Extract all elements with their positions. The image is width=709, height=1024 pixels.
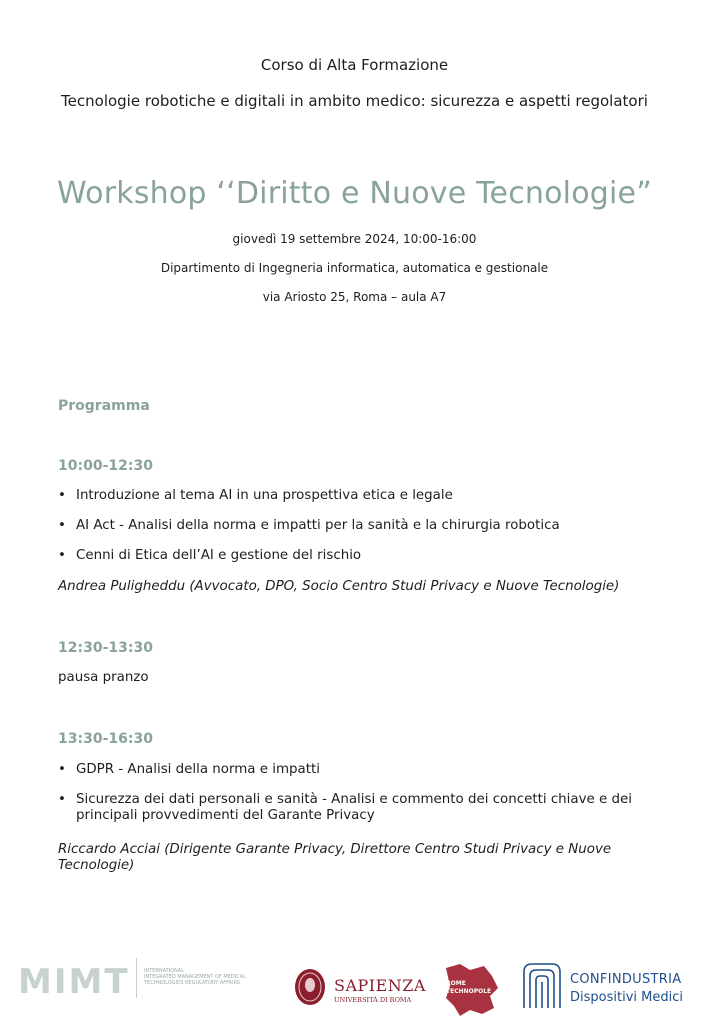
confindustria-logo bbox=[520, 960, 698, 1012]
session3-speaker: Riccardo Acciai (Dirigente Garante Privacy, Direttore Centro Studi Privacy e Nuove Tecnologie) bbox=[58, 842, 612, 873]
mimt-line3: TECHNOLOGIES REGULATORY AFFAIRS bbox=[144, 980, 241, 986]
sapienza-logo bbox=[294, 964, 424, 1010]
session1-time: 10:00-12:30 bbox=[58, 458, 153, 474]
session2-time: 12:30-13:30 bbox=[58, 640, 153, 656]
confindustria-subtitle: Dispositivi Medici bbox=[570, 990, 683, 1005]
list-item: • Sicurezza dei dati personali e sanità - Analisi e commento dei concetti chiave e dei principali provvedimenti del Garante Privacy bbox=[58, 792, 668, 824]
session1-list bbox=[58, 488, 688, 564]
list-item: • Cenni di Etica dell’AI e gestione del rischio bbox=[58, 548, 688, 564]
sapienza-name: SAPIENZA bbox=[334, 976, 426, 995]
confindustria-name: CONFINDUSTRIA bbox=[570, 972, 682, 987]
technopole-label: TECHNOPOLE bbox=[446, 988, 492, 995]
workshop-date: giovedì 19 settembre 2024, 10:00-16:00 bbox=[232, 232, 477, 246]
list-item: • AI Act - Analisi della norma e impatti per la sanità e la chirurgia robotica bbox=[58, 518, 688, 534]
rome-technopole-logo bbox=[440, 962, 502, 1018]
course-label: Corso di Alta Formazione bbox=[260, 56, 449, 74]
sapienza-subtitle: UNIVERSITÀ DI ROMA bbox=[334, 996, 412, 1004]
session1-speaker: Andrea Puligheddu (Avvocato, DPO, Socio Centro Studi Privacy e Nuove Tecnologie) bbox=[58, 579, 620, 594]
logo-divider bbox=[136, 958, 137, 998]
mimt-line2: INTEGRATED MANAGEMENT OF MEDICAL bbox=[144, 974, 246, 980]
rome-label: ROME bbox=[446, 980, 466, 987]
workshop-address: via Ariosto 25, Roma – aula A7 bbox=[262, 290, 447, 304]
program-heading: Programma bbox=[58, 398, 150, 414]
list-item: • GDPR - Analisi della norma e impatti bbox=[58, 762, 668, 778]
mimt-line1: INTERNATIONAL bbox=[144, 968, 185, 974]
session2-text: pausa pranzo bbox=[58, 670, 149, 685]
mimt-mark: MIMT bbox=[18, 962, 130, 1002]
confindustria-emblem-icon bbox=[520, 962, 564, 1010]
mimt-logo bbox=[18, 958, 278, 1002]
workshop-department: Dipartimento di Ingegneria informatica, automatica e gestionale bbox=[160, 261, 549, 275]
course-title: Tecnologie robotiche e digitali in ambito medico: sicurezza e aspetti regolatori bbox=[61, 92, 648, 110]
session3-time: 13:30-16:30 bbox=[58, 731, 153, 747]
session3-list bbox=[58, 762, 668, 824]
list-item: • Introduzione al tema AI in una prospettiva etica e legale bbox=[58, 488, 688, 504]
sapienza-seal-icon bbox=[294, 968, 326, 1006]
workshop-title: Workshop ‘‘Diritto e Nuove Tecnologie” bbox=[57, 176, 652, 211]
